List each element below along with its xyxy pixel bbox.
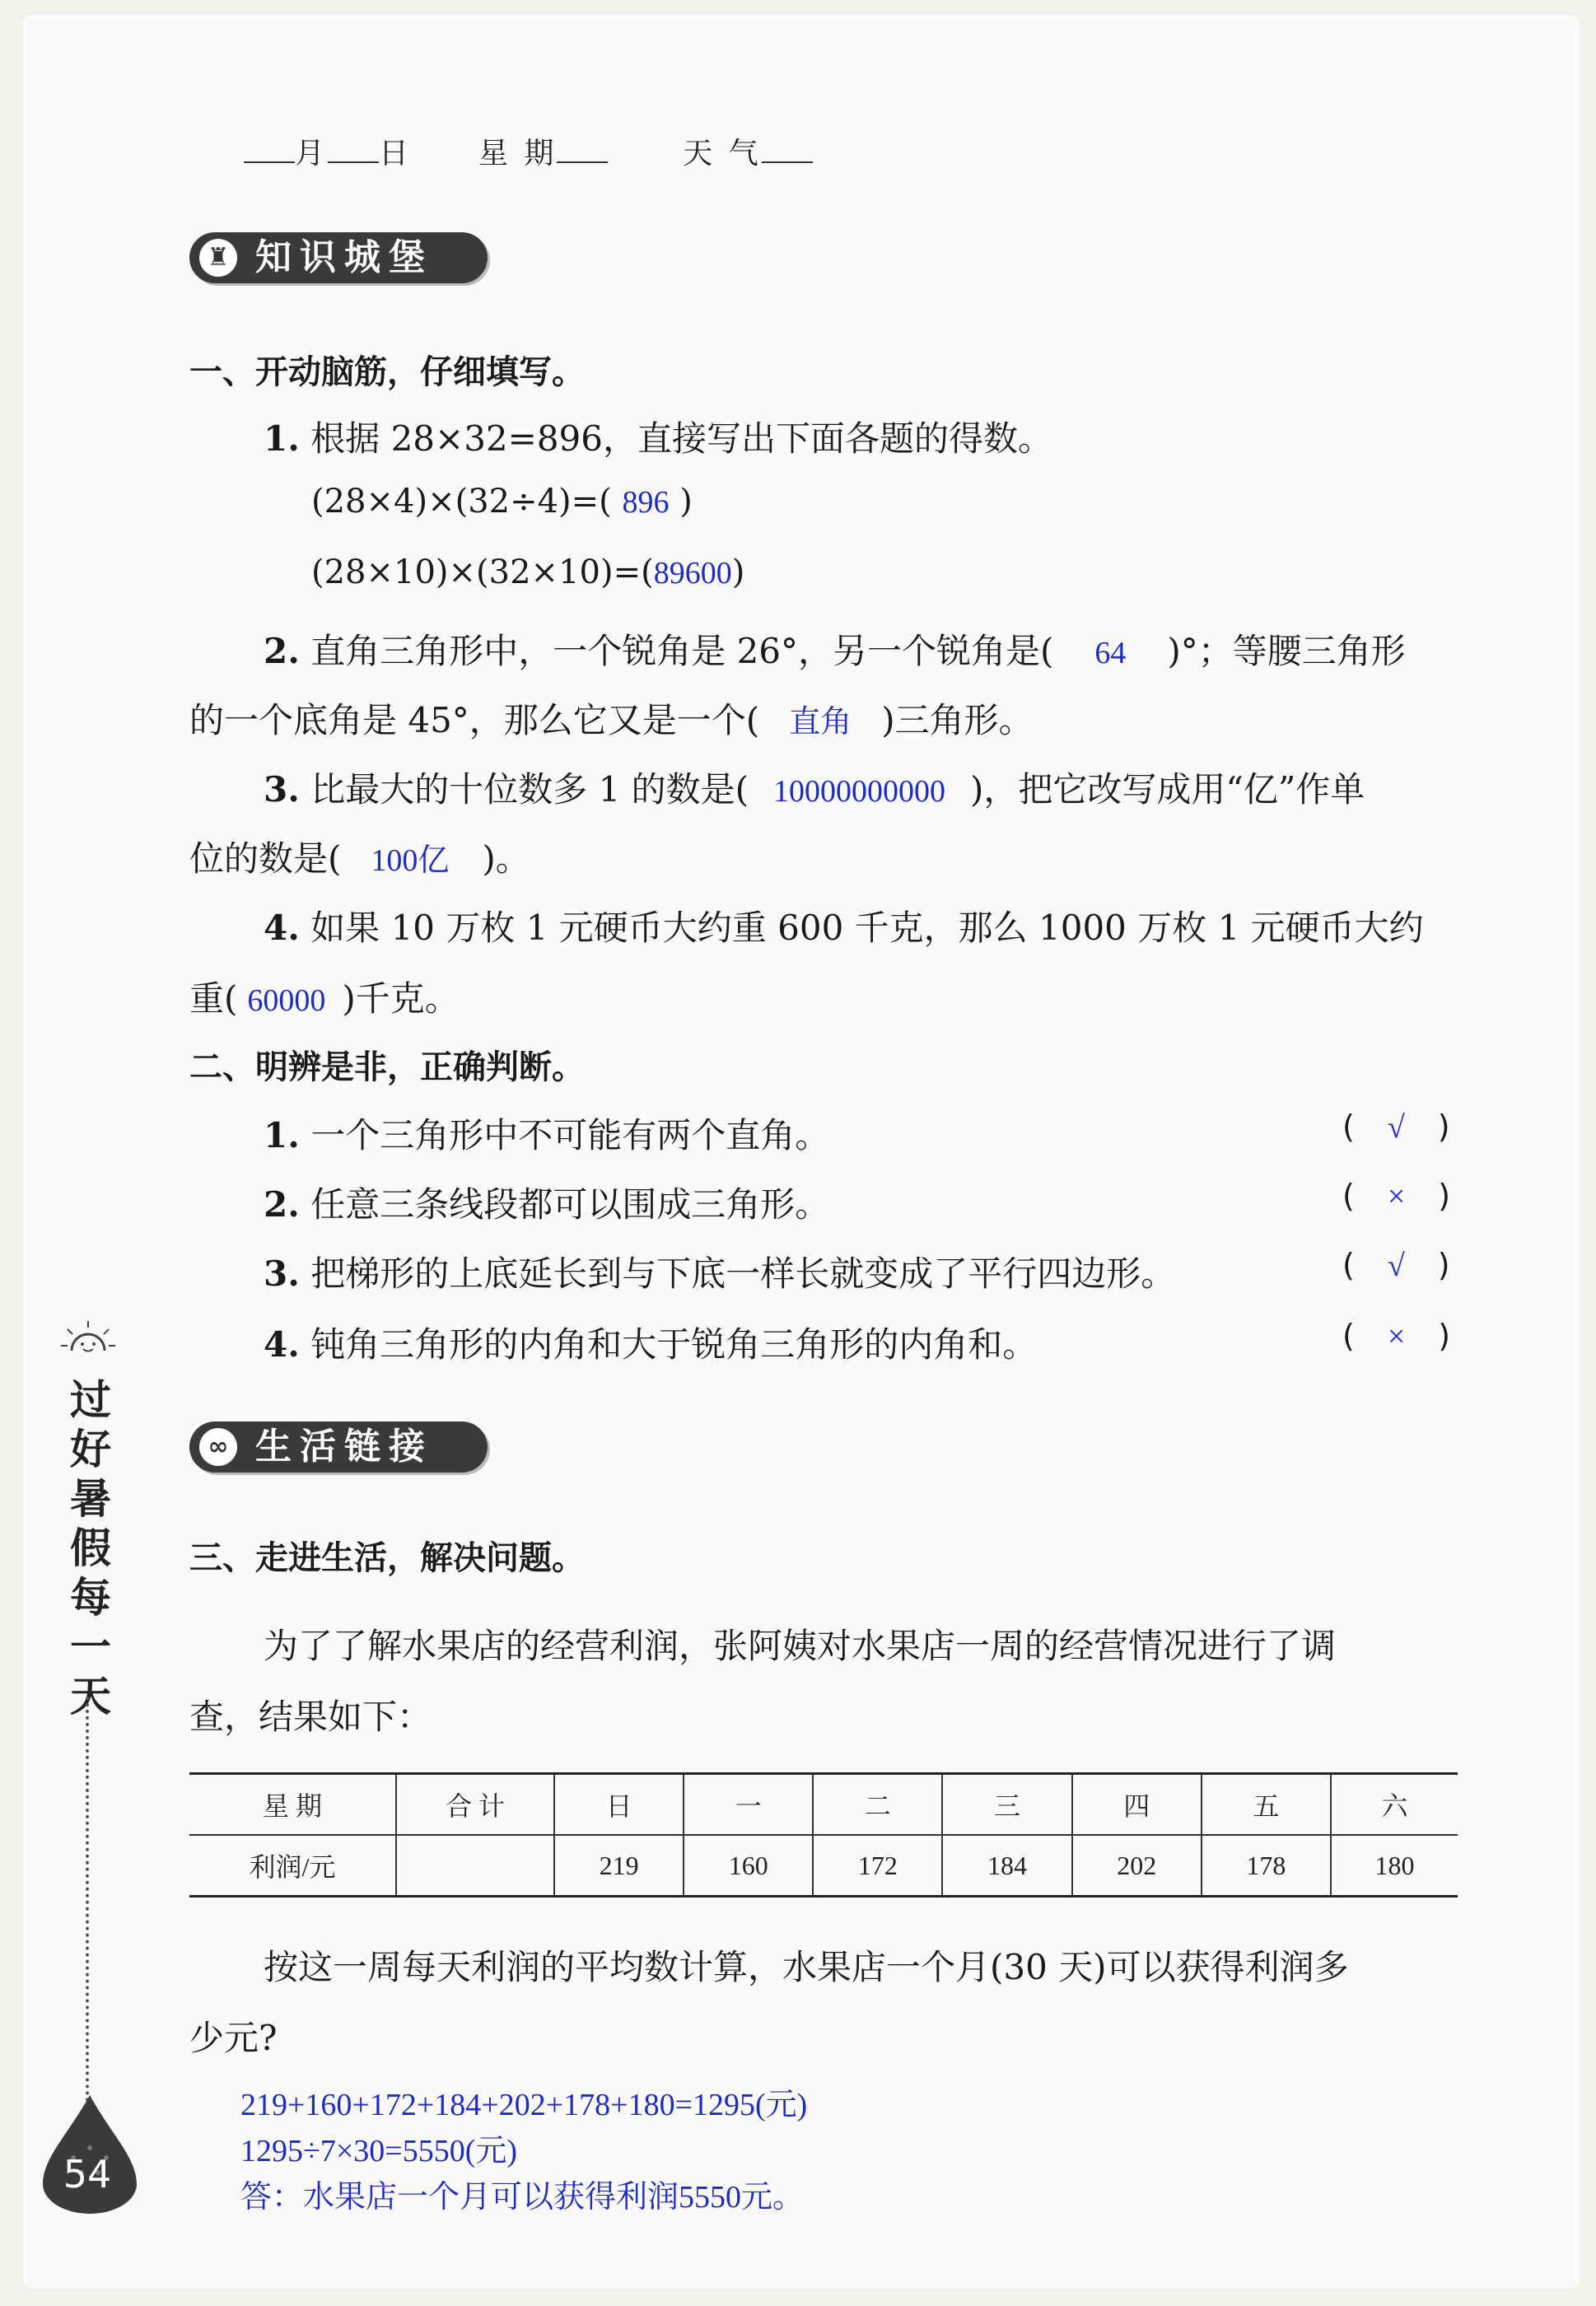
table-header-cell: 三: [942, 1774, 1071, 1836]
judge-item-4: [264, 1318, 1037, 1367]
table-cell: 172: [813, 1835, 942, 1897]
q2-text-a: 直角三角形中，一个锐角是 26°，另一个锐角是(: [310, 631, 1054, 671]
q2-text-c: 的一个底角是 45°，那么它又是一个(: [189, 700, 760, 740]
q3-text-a: 比最大的十位数多 1 的数是(: [310, 769, 749, 810]
life-link-banner: [189, 1421, 488, 1473]
q3-line-b: [189, 832, 530, 881]
judge-4-number: 4.: [264, 1324, 300, 1365]
section1-title: 一、开动脑筋，仔细填写。: [189, 353, 585, 391]
day-label: 日: [379, 137, 413, 170]
table-header-row: [189, 1774, 1458, 1836]
judge-2-mark: [1342, 1178, 1450, 1215]
q3-text-d: )。: [482, 838, 530, 879]
sidebar-char: 每: [70, 1574, 111, 1622]
profit-table: [189, 1772, 1458, 1898]
table-header-cell: 星 期: [189, 1774, 396, 1836]
month-label: 月: [295, 137, 329, 170]
q1-number: 1.: [264, 418, 300, 459]
q1-eq2-answer: 89600: [653, 556, 732, 591]
judge-1-answer: √: [1387, 1110, 1405, 1145]
q2-answer-a: 64: [1094, 636, 1127, 670]
q4-text-c: )千克。: [342, 978, 460, 1019]
q4-number: 4.: [264, 908, 300, 948]
knowledge-banner-label: 知识城堡: [255, 236, 433, 278]
judge-item-1: [264, 1109, 829, 1158]
q3-number: 3.: [264, 769, 300, 810]
sidebar-dotted-line: [86, 1697, 89, 2108]
sidebar-title: [58, 1375, 124, 1721]
sun-icon: [59, 1318, 117, 1364]
section3-title: 三、走进生活，解决问题。: [189, 1539, 585, 1577]
table-header-cell: 一: [684, 1774, 813, 1836]
answer-line-3: 答：水果店一个月可以获得利润5550元。: [240, 2180, 805, 2215]
weekday-blank: [557, 137, 608, 163]
table-header-cell: 五: [1202, 1774, 1331, 1836]
life-banner-label: 生活链接: [255, 1426, 433, 1468]
q1-line: [264, 412, 1052, 461]
judge-3-number: 3.: [264, 1253, 300, 1294]
table-cell: 202: [1072, 1835, 1202, 1897]
judge-4-close: ): [1438, 1318, 1451, 1354]
judge-item-2: [264, 1178, 829, 1227]
q1-eq1-answer: 896: [622, 485, 670, 520]
section3-intro-a: 为了了解水果店的经营利润，张阿姨对水果店一周的经营情况进行了调: [264, 1626, 1337, 1666]
table-cell: 184: [942, 1835, 1071, 1897]
judge-4-text: 钝角三角形的内角和大于锐角三角形的内角和。: [310, 1324, 1038, 1365]
q2-text-d: )三角形。: [881, 700, 1034, 740]
q1-eq2-text: (28×10)×(32×10)=(: [311, 553, 654, 591]
section2-title: 二、明辨是非，正确判断。: [189, 1048, 585, 1086]
sidebar-char: 暑: [70, 1475, 111, 1523]
q3-line-a: [264, 763, 1365, 812]
weather-label: 天 气: [683, 137, 762, 170]
judge-4-mark: [1342, 1318, 1450, 1355]
table-header-cell: 日: [554, 1774, 684, 1836]
date-weather-header: [244, 130, 813, 172]
sidebar-char: 好: [70, 1426, 111, 1473]
sidebar-char: 过: [70, 1376, 111, 1424]
q1-eq2: [311, 553, 744, 591]
section3-intro-b: 查，结果如下：: [189, 1697, 432, 1737]
q4-answer: 60000: [247, 983, 326, 1018]
q4-line-b: [189, 972, 460, 1021]
judge-4-open: (: [1342, 1318, 1355, 1354]
knowledge-castle-banner: [189, 232, 488, 283]
q1-eq2-close: ): [731, 553, 745, 591]
section3-question-a: 按这一周每天利润的平均数计算，水果店一个月(30 天)可以获得利润多: [264, 1947, 1349, 1987]
judge-3-text: 把梯形的上底延长到与下底一样长就变成了平行四边形。: [310, 1253, 1176, 1294]
table-header-cell: 二: [813, 1774, 942, 1836]
q2-line-b: [189, 693, 1034, 743]
page-number: 54: [63, 2152, 112, 2196]
q4-line-a: [264, 901, 1424, 950]
q3-answer-a: 10000000000: [773, 774, 946, 809]
q1-text: 根据 28×32=896，直接写出下面各题的得数。: [310, 418, 1053, 459]
judge-1-close: ): [1437, 1109, 1450, 1145]
table-cell: 180: [1331, 1835, 1458, 1897]
section3-question-b: 少元?: [189, 2018, 278, 2058]
table-cell: 178: [1202, 1835, 1331, 1897]
q3-answer-b: 100亿: [371, 843, 450, 878]
q3-text-b: )，把它改写成用“亿”作单: [970, 769, 1365, 810]
judge-4-answer: ×: [1387, 1319, 1406, 1354]
weekday-label: 星 期: [478, 137, 558, 170]
sidebar-char: 天: [70, 1673, 111, 1720]
day-blank: [328, 137, 379, 163]
judge-3-answer: √: [1387, 1249, 1405, 1283]
weather-blank: [762, 137, 813, 163]
table-header-cell: 合 计: [396, 1774, 554, 1836]
judge-2-answer: ×: [1387, 1179, 1406, 1214]
table-cell: 219: [554, 1835, 684, 1897]
q2-number: 2.: [264, 631, 300, 671]
table-cell-total: [396, 1835, 554, 1897]
link-icon: ∞: [199, 1428, 237, 1466]
judge-1-number: 1.: [264, 1115, 300, 1155]
sidebar-char: 一: [70, 1623, 111, 1671]
judge-item-3: [264, 1247, 1175, 1296]
month-blank: [244, 137, 295, 163]
judge-1-mark: [1342, 1109, 1450, 1146]
answer-line-1: 219+160+172+184+202+178+180=1295(元): [240, 2088, 808, 2122]
q1-eq1-close: ): [679, 483, 693, 520]
q4-text-a: 如果 10 万枚 1 元硬币大约重 600 千克，那么 1000 万枚 1 元硬币大约: [310, 908, 1424, 948]
q4-text-b: 重(: [189, 978, 238, 1019]
judge-2-close: ): [1438, 1178, 1451, 1214]
q1-eq1-text: (28×4)×(32÷4)=(: [311, 483, 612, 520]
judge-3-close: ): [1437, 1247, 1450, 1283]
q3-text-c: 位的数是(: [189, 838, 342, 879]
judge-1-text: 一个三角形中不可能有两个直角。: [310, 1115, 830, 1155]
table-row: [189, 1835, 1458, 1897]
judge-3-open: (: [1342, 1247, 1355, 1283]
table-header-cell: 六: [1331, 1774, 1458, 1836]
judge-2-text: 任意三条线段都可以围成三角形。: [310, 1184, 830, 1225]
table-header-cell: 四: [1072, 1774, 1202, 1836]
sidebar-char: 假: [70, 1524, 111, 1572]
table-cell: 160: [684, 1835, 813, 1897]
q2-answer-b: 直角: [789, 705, 852, 740]
answer-line-2: 1295÷7×30=5550(元): [240, 2134, 518, 2168]
q2-line-a: [264, 624, 1406, 674]
judge-2-number: 2.: [264, 1184, 300, 1225]
judge-3-mark: [1342, 1247, 1450, 1284]
table-cell: 利润/元: [189, 1835, 396, 1897]
q2-text-b: )°；等腰三角形: [1167, 631, 1406, 671]
judge-1-open: (: [1342, 1109, 1355, 1145]
castle-icon: ♜: [199, 239, 237, 277]
judge-2-open: (: [1342, 1178, 1355, 1214]
q1-eq1: [311, 483, 693, 520]
